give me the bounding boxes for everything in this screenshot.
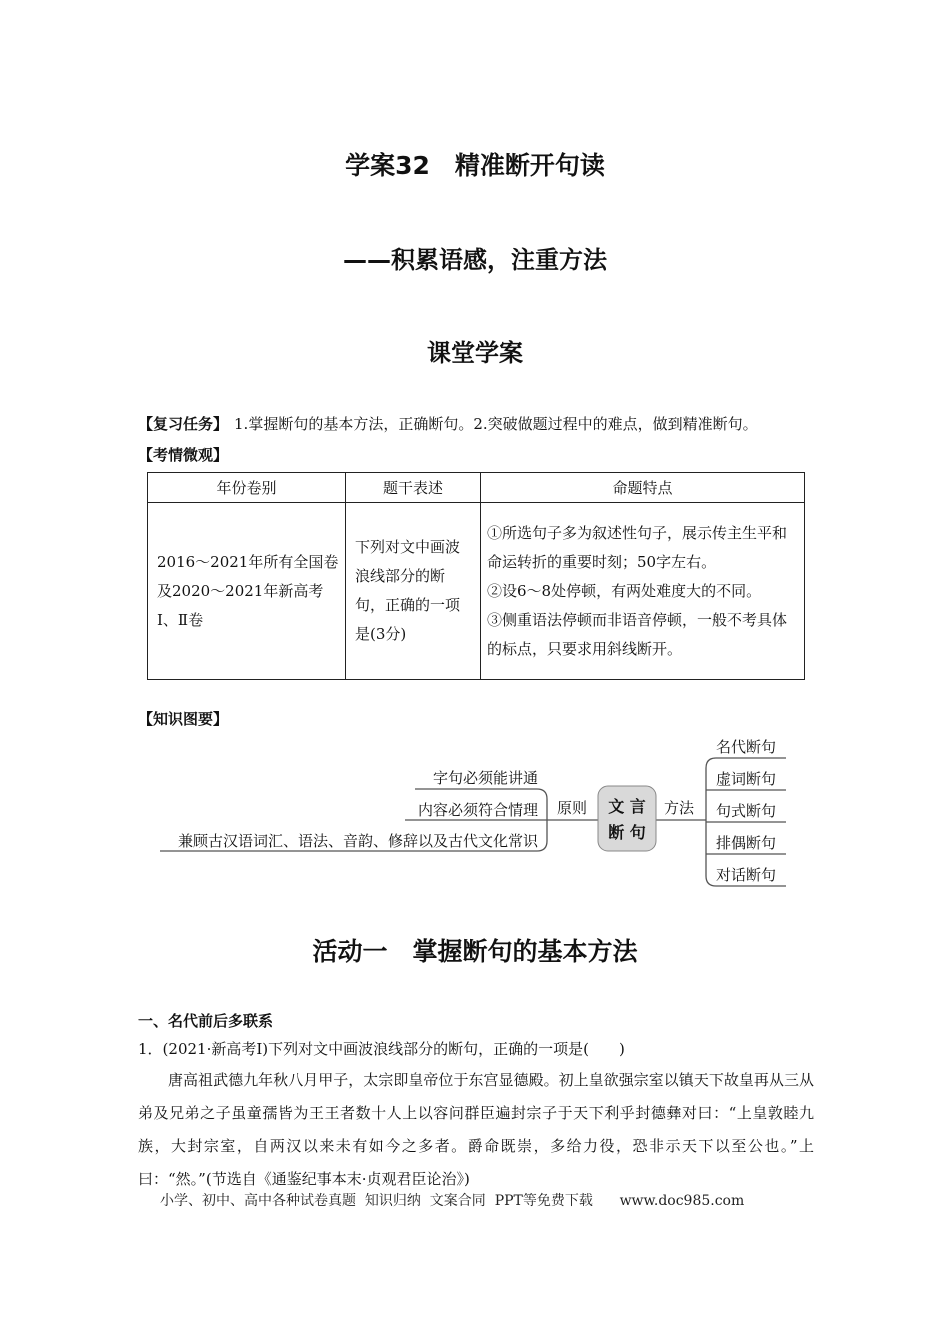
principle-item: 字句必须能讲通 bbox=[432, 769, 538, 787]
page-title: 学案32 精准断开句读 bbox=[345, 151, 605, 180]
method-item: 对话断句 bbox=[716, 866, 777, 884]
cell-year: 2016～2021年所有全国卷及2020～2021年新高考Ⅰ、Ⅱ卷 bbox=[148, 503, 346, 680]
method-item: 句式断句 bbox=[716, 802, 777, 820]
review-task-label: 【复习任务】 bbox=[138, 415, 229, 433]
principle-item: 兼顾古汉语词汇、语法、音韵、修辞以及古代文化常识 bbox=[177, 832, 538, 850]
col-header-stem: 题干表述 bbox=[346, 473, 481, 503]
activity-title: 活动一 掌握断句的基本方法 bbox=[312, 937, 638, 966]
page-footer: 小学、初中、高中各种试卷真题 知识归纳 文案合同 PPT等免费下载 www.doc985.com bbox=[160, 1193, 745, 1209]
part-heading: 一、名代前后多联系 bbox=[138, 1012, 274, 1030]
feature-item: ③侧重语法停顿而非语音停顿，一般不考具体的标点，只要求用斜线断开。 bbox=[487, 610, 788, 658]
method-item: 虚词断句 bbox=[716, 770, 777, 788]
feature-item: ②设6～8处停顿，有两处难度大的不同。 bbox=[487, 581, 762, 600]
question-stem: 1．(2021·新高考Ⅰ)下列对文中画波浪线部分的断句，正确的一项是( ) bbox=[138, 1040, 625, 1058]
passage bbox=[138, 1064, 814, 1196]
center-node-line1: 文 言 bbox=[608, 797, 646, 816]
principle-item: 内容必须符合情理 bbox=[417, 801, 538, 819]
method-item: 排偶断句 bbox=[716, 834, 777, 852]
col-header-features: 命题特点 bbox=[481, 473, 805, 503]
section-title: 课堂学案 bbox=[427, 339, 523, 367]
principle-link-label: 原则 bbox=[556, 799, 588, 817]
knowledge-map-label: 【知识图要】 bbox=[138, 710, 229, 728]
passage-paragraph: 唐高祖武德九年秋八月甲子，太宗即皇帝位于东宫显德殿。初上皇欲强宗室以镇天下故皇再从三从弟及兄弟之子虽童孺皆为王王者数十人上以容问群臣遍封宗子于天下利乎封德彝对曰：“上皇敦睦九族，大封宗室，自两汉以来未有如今之多者。爵命既崇，多给力役，恐非示天下以至公也。”上曰：“然。”(节选自《通鉴纪事本末·贞观君臣论治》) bbox=[138, 1071, 814, 1188]
feature-item: ①所选句子多为叙述性句子，展示传主生平和命运转折的重要时刻；50字左右。 bbox=[487, 523, 788, 571]
method-link-label: 方法 bbox=[663, 799, 695, 817]
method-item: 名代断句 bbox=[716, 738, 777, 756]
cell-stem: 下列对文中画波浪线部分的断句，正确的一项是(3分) bbox=[346, 503, 481, 680]
page-subtitle: ——积累语感，注重方法 bbox=[343, 246, 607, 274]
center-node-line2: 断 句 bbox=[608, 823, 646, 842]
exam-overview-label: 【考情微观】 bbox=[138, 446, 229, 464]
col-header-year: 年份卷别 bbox=[148, 473, 346, 503]
review-task-text: 1.掌握断句的基本方法，正确断句。2.突破做题过程中的难点，做到精准断句。 bbox=[234, 415, 758, 433]
